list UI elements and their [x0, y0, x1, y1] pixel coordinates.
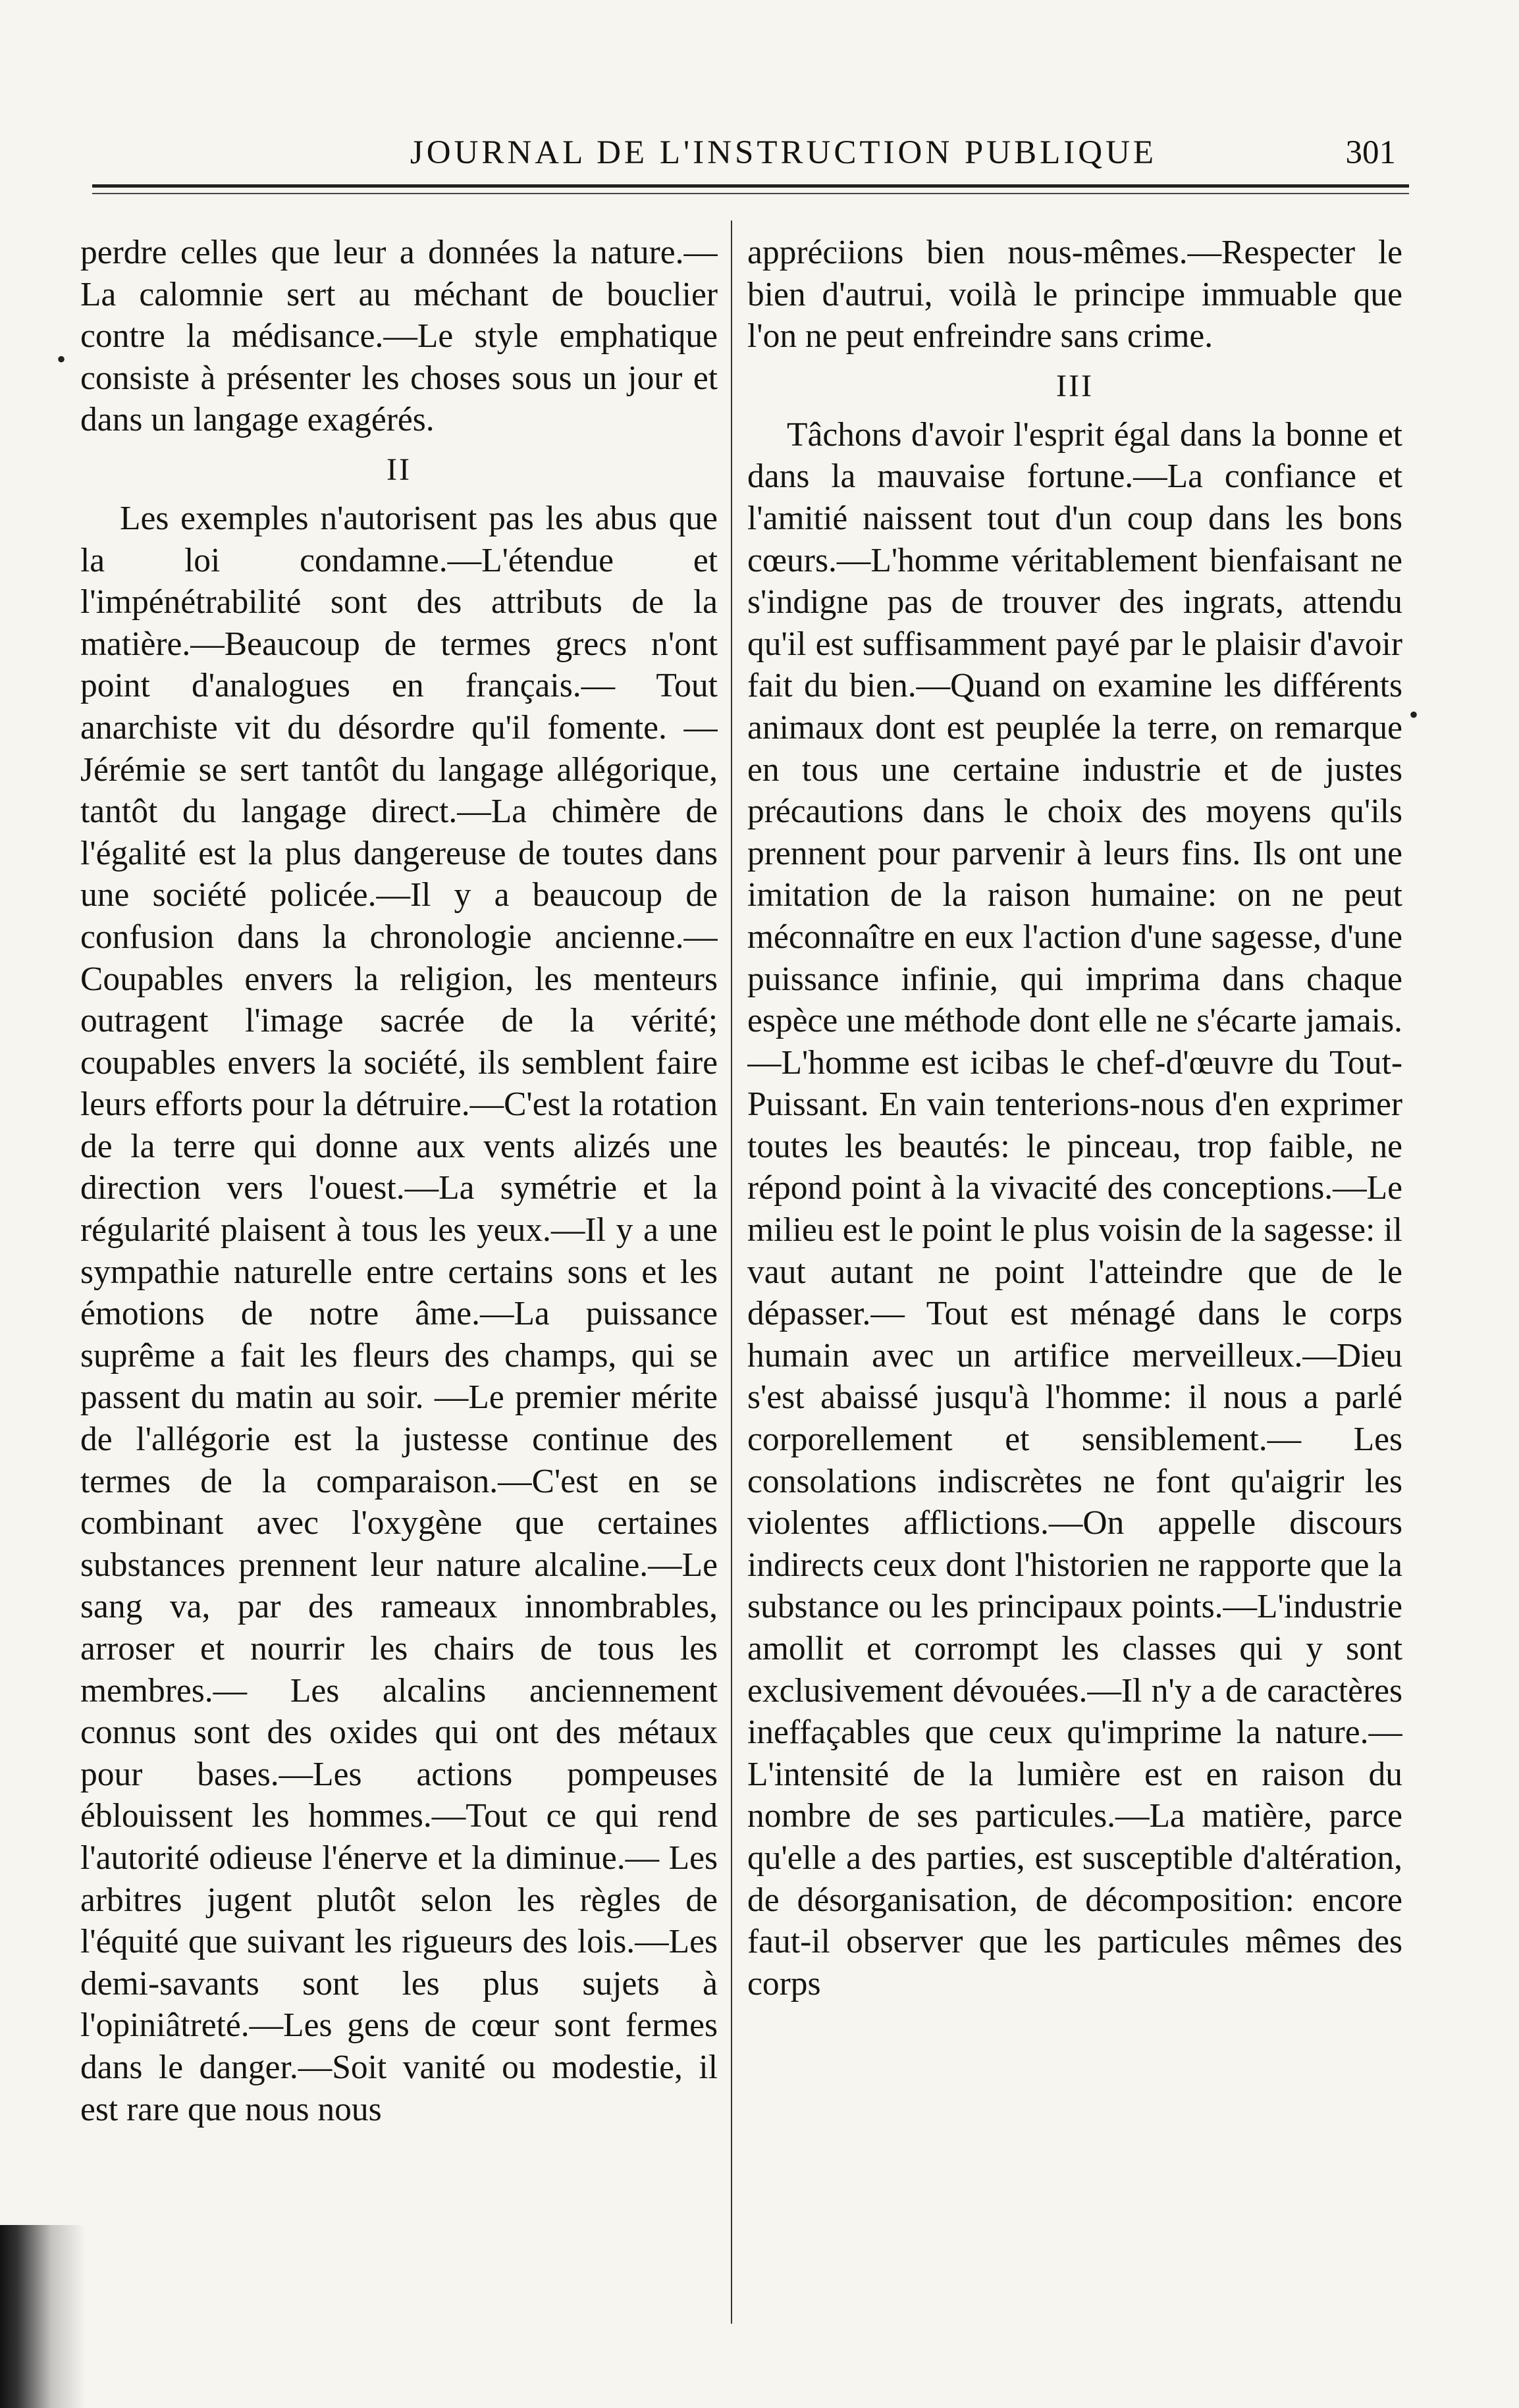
- margin-bullet-right: •: [1409, 700, 1419, 729]
- column-divider: [731, 221, 732, 2324]
- page-header: [99, 126, 1409, 179]
- section-heading-ii: II: [386, 452, 412, 487]
- page-number: 301: [1345, 134, 1396, 171]
- left-paragraph-2: Les exemples n'autorisent pas les abus que la loi condamne.—L'étendue et l'impénétrabilité sont des attributs de la matière.—Beaucoup de termes grecs n'ont point d'analogues en français.— Tout anarchiste vit du désordre qu'il fomente. —Jérémie se sert tantôt du langage allégorique, tantôt du langage direct.—La chimère de l'égalité est la plus dangereuse de toutes dans une société policée.—Il y a beaucoup de confusion dans la chronologie ancienne.—Coupables envers la religion, les menteurs outragent l'image sacrée de la vérité; coupables envers la société, ils semblent faire leurs efforts pour la détruire.—C'est la rotation de la terre qui donne aux vents alizés une direction vers l'ouest.—La symétrie et la régularité plaisent à tous les yeux.—Il y a une sympathie naturelle entre certains sons et les émotions de notre âme.—La puissance suprême a fait les fleurs des champs, qui se passent du matin au soir. —Le premier mérite de l'allégorie est la justesse continue des termes de la comparaison.—C'est en se combinant avec l'oxygène que certaines substances prennent leur nature alcaline.—Le sang va, par des rameaux innombrables, arroser et nourrir les chairs de tous les membres.— Les alcalins anciennement connus sont des oxides qui ont des métaux pour bases.—Les actions pompeuses éblouissent les hommes.—Tout ce qui rend l'autorité odieuse l'énerve et la diminue.— Les arbitres jugent plutôt selon les règles de l'équité que suivant les rigueurs des lois.—Les demi-savants sont les plus sujets à l'opiniâtreté.—Les gens de cœur sont fermes dans le danger.—Soit vanité ou modestie, il est rare que nous nous: [80, 499, 718, 2128]
- section-heading-iii: III: [1056, 368, 1094, 404]
- left-paragraph-1: perdre celles que leur a données la nature.—La calomnie sert au méchant de bouclier contre la médisance.—Le style emphatique consiste à présenter les choses sous un jour et dans un langage exagérés.: [80, 234, 718, 439]
- rule-thick: [92, 184, 1409, 188]
- binding-shadow: [0, 2225, 86, 2408]
- right-paragraph-2: Tâchons d'avoir l'esprit égal dans la bonne et dans la mauvaise fortune.—La confiance et l'amitié naissent tout d'un coup dans les bons cœurs.—L'homme véritablement bienfaisant ne s'indigne pas de trouver des ingrats, attendu qu'il est suffisamment payé par le plaisir d'avoir fait du bien.—Quand on examine les différents animaux dont est peuplée la terre, on remarque en tous une certaine industrie et de justes précautions dans le choix des moyens qu'ils prennent pour parvenir à leurs fins. Ils ont une imitation de la raison humaine: on ne peut méconnaître en eux l'action d'une sagesse, d'une puissance infinie, qui imprima dans chaque espèce une méthode dont elle ne s'écarte jamais.—L'homme est icibas le chef-d'œuvre du Tout-Puissant. En vain tenterions-nous d'en exprimer toutes les beautés: le pinceau, trop faible, ne répond point à la vivacité des conceptions.—Le milieu est le point le plus voisin de la sagesse: il vaut autant ne point l'atteindre que de le dépasser.— Tout est ménagé dans le corps humain avec un artifice merveilleux.—Dieu s'est abaissé jusqu'à l'homme: il nous a parlé corporellement et sensiblement.— Les consolations indiscrètes ne font qu'aigrir les violentes afflictions.—On appelle discours indirects ceux dont l'historien ne rapporte que la substance ou les principaux points.—L'industrie amollit et corrompt les classes qui y sont exclusivement dévouées.—Il n'y a de caractères ineffaçables que ceux qu'imprime la nature.—L'intensité de la lumière est en raison du nombre de ses particules.—La matière, parce qu'elle a des parties, est susceptible d'altération, de désorganisation, de décomposition: encore faut-il observer que les particules mêmes des corps: [747, 415, 1402, 2002]
- right-column: [747, 232, 1402, 2325]
- running-title: JOURNAL DE L'INSTRUCTION PUBLIQUE: [410, 134, 1158, 171]
- left-column: [80, 232, 718, 2325]
- rule-thin: [92, 193, 1409, 194]
- header-double-rule: [92, 184, 1409, 200]
- right-paragraph-1: appréciions bien nous-mêmes.—Respecter le bien d'autrui, voilà le principe immuable que l'on ne peut enfreindre sans crime.: [747, 234, 1402, 355]
- margin-bullet-left: •: [57, 344, 67, 374]
